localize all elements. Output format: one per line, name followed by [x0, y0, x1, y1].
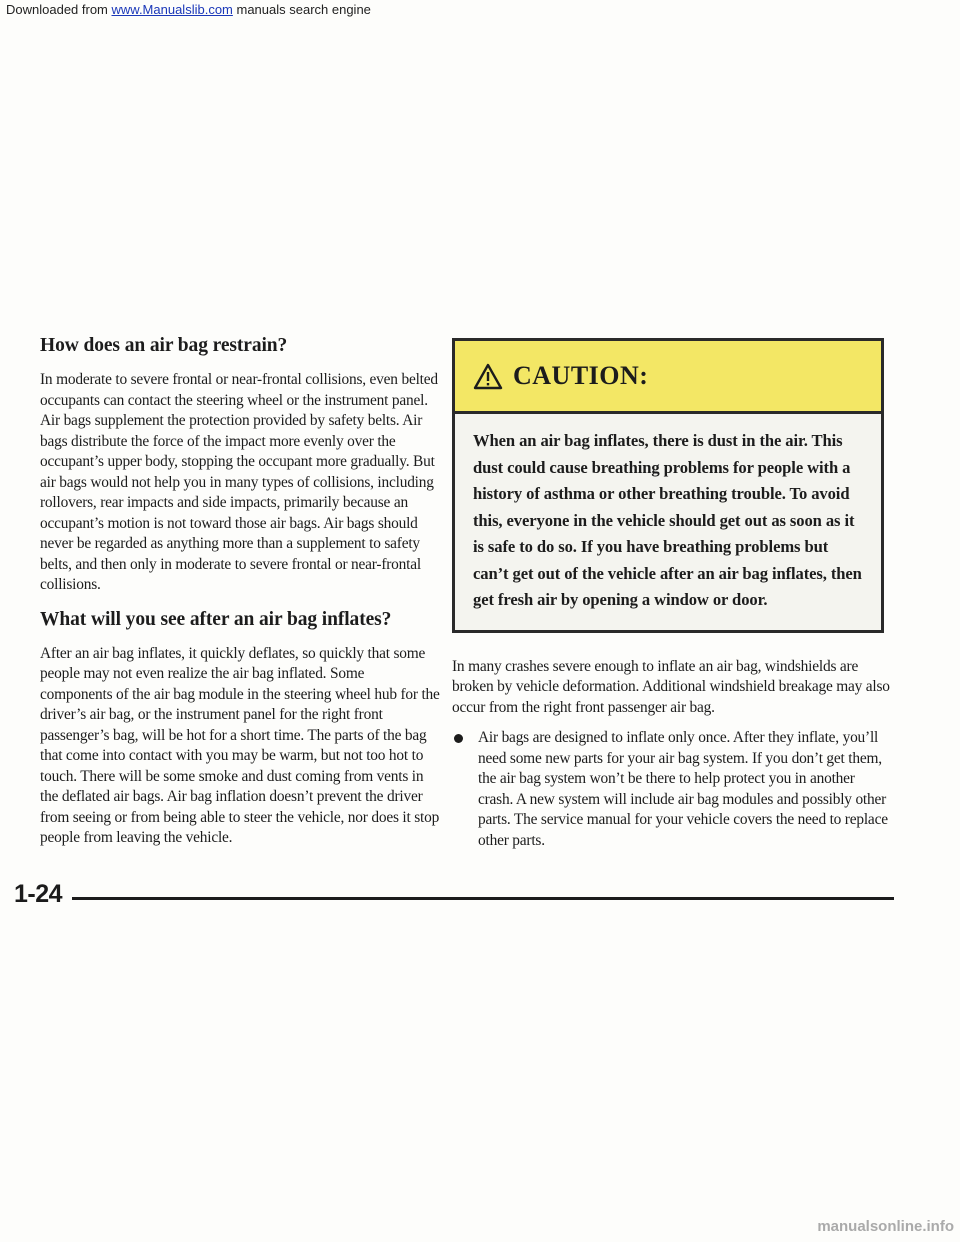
section-text-restrain: In moderate to severe frontal or near-frontal collisions, even belted occupants can contact the steering wheel or the instrument panel. Air bags supplement the protection provided by safety belts. Air bags distribute the force of the impact more evenly over the occupant’s upper body, stopping the occupant more gradually. But air bags would not help you in many types of collisions, including rollovers, rear impacts and side impacts, primarily because an occupant’s motion is not toward those air bags. Air bags should never be regarded as anything more than a supplement to safety belts, and then only in moderate to severe frontal or near-frontal collisions.: [40, 371, 438, 593]
bullet-list: [452, 728, 892, 851]
section-text-after-inflation: After an air bag inflates, it quickly deflates, so quickly that some people may not even realize the air bag inflated. Some components of the air bag module in the steering wheel hub for the driver’s air bag, or the instrument panel for the right front passenger’s bag, will be hot for a short time. The parts of the bag that come into contact with you may be warm, but not too hot to touch. There will be some smoke and dust coming from vents in the deflated air bags. Air bag inflation doesn’t prevent the driver from seeing or from being able to steer the vehicle, nor does it stop people from leaving the vehicle.: [40, 644, 440, 846]
list-item: [452, 728, 892, 851]
section-heading-after-inflation: What will you see after an air bag inflates?: [40, 608, 392, 630]
caution-title: CAUTION:: [513, 361, 649, 390]
banner-suffix: manuals search engine: [232, 2, 371, 17]
caution-text: When an air bag inflates, there is dust in the air. This dust could cause breathing problems for people with a history of asthma or other breathing trouble. To avoid this, everyone in the vehicle should get out as soon as it is safe to do so. If you have breathing problems but can’t get out of the vehicle after an air bag inflates, then get fresh air by opening a window or door.: [473, 431, 862, 609]
caution-header: [455, 341, 881, 414]
warning-triangle-icon: [473, 363, 503, 390]
banner-prefix: Downloaded from: [6, 2, 112, 17]
manualslib-link[interactable]: www.Manualslib.com: [111, 2, 233, 17]
section-heading-restrain: How does an air bag restrain?: [40, 335, 288, 356]
bullet-dot-icon: [454, 734, 463, 743]
right-content: [452, 657, 892, 852]
bullet-text: Air bags are designed to inflate only once. After they inflate, you’ll need some new parts for your air bag system. If you don’t get them, the air bag system won’t be there to help protect you in another crash. A new system will include air bag modules and possibly other parts. The service manual for your vehicle covers the need to replace other parts.: [478, 729, 888, 849]
site-watermark: manualsonline.info: [817, 1218, 954, 1235]
download-source-banner: [6, 2, 371, 17]
left-column: [40, 334, 440, 859]
footer-rule: [72, 897, 894, 900]
page-number: 1-24: [14, 880, 63, 908]
caution-box: [452, 338, 884, 633]
right-column: [452, 338, 892, 851]
windshield-paragraph: In many crashes severe enough to inflate an air bag, windshields are broken by vehicle deformation. Additional windshield breakage may also occur from the right front passenger air bag.: [452, 657, 890, 716]
page-footer: [14, 880, 894, 910]
